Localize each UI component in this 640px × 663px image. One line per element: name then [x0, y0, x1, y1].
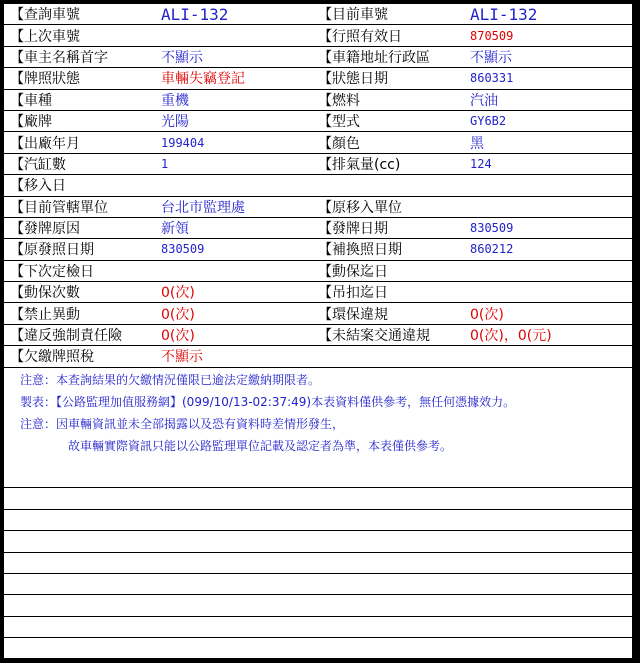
field-label: 【車主名稱首字	[10, 49, 108, 66]
blank-row	[4, 574, 632, 595]
info-row	[4, 346, 632, 367]
field-value: 0(次)	[470, 306, 504, 323]
field-label: 【上次車號	[10, 28, 80, 45]
field-label: 【發牌日期	[318, 221, 388, 238]
blank-row	[4, 638, 632, 659]
info-row	[4, 303, 632, 324]
field-label: 【移入日	[10, 178, 66, 195]
field-label: 【狀態日期	[318, 71, 388, 88]
field-label: 【出廠年月	[10, 135, 80, 152]
note-table-source: 製表：【公路監理加值服務網】(099/10/13-02:37:49)本表資料僅供參考，無任何憑據效力。	[20, 395, 516, 409]
field-value: ALI-132	[470, 4, 538, 24]
field-label: 【發牌原因	[10, 221, 80, 238]
note-arrears-limit: 注意：本查詢結果的欠繳情況僅限已逾法定繳納期限者。	[20, 373, 321, 387]
field-label: 【目前管轄單位	[10, 199, 108, 216]
info-row	[4, 175, 632, 196]
field-value: 124	[470, 156, 492, 171]
info-row	[4, 68, 632, 89]
field-label: 【顏色	[318, 135, 360, 152]
field-label: 【動保次數	[10, 285, 80, 302]
field-value: 不顯示	[161, 349, 203, 366]
info-row	[4, 90, 632, 111]
field-value: 汽油	[470, 92, 498, 109]
field-value: 台北市監理處	[161, 199, 245, 216]
info-row	[4, 154, 632, 175]
field-value: 重機	[161, 92, 189, 109]
info-row	[4, 4, 632, 25]
info-row	[4, 325, 632, 346]
field-label: 【下次定檢日	[10, 263, 94, 280]
field-label: 【汽缸數	[10, 156, 66, 173]
field-value: 0(次)	[161, 285, 195, 302]
info-row	[4, 111, 632, 132]
field-label: 【廠牌	[10, 114, 52, 131]
field-label: 【原移入單位	[318, 199, 402, 216]
vehicle-query-result-sheet	[3, 3, 633, 659]
field-label: 【環保違規	[318, 306, 388, 323]
info-row	[4, 47, 632, 68]
info-row	[4, 282, 632, 303]
blank-row	[4, 510, 632, 531]
note-disclaimer-line2: 故車輛實際資訊只能以公路監理單位記載及認定者為準，本表僅供參考。	[68, 439, 453, 453]
field-value: 黑	[470, 135, 484, 152]
field-label: 【型式	[318, 114, 360, 131]
info-row	[4, 218, 632, 239]
field-value: 870509	[470, 28, 514, 43]
info-row	[4, 261, 632, 282]
field-value: 車輛失竊登記	[161, 71, 245, 88]
info-row	[4, 25, 632, 46]
field-value: 不顯示	[470, 49, 512, 66]
field-value: 0(次)	[161, 306, 195, 323]
field-value: 光陽	[161, 114, 189, 131]
field-label: 【欠繳牌照稅	[10, 349, 94, 366]
blank-row	[4, 617, 632, 638]
field-label: 【排氣量(cc)	[318, 156, 401, 173]
blank-row	[4, 553, 632, 574]
field-value: 不顯示	[161, 49, 203, 66]
blank-row	[4, 488, 632, 509]
field-label: 【違反強制責任險	[10, 328, 122, 345]
field-label: 【查詢車號	[10, 7, 80, 24]
info-row	[4, 239, 632, 260]
field-value: 860212	[470, 242, 514, 257]
field-label: 【補換照日期	[318, 242, 402, 259]
field-label: 【吊扣迄日	[318, 285, 388, 302]
field-label: 【燃料	[318, 92, 360, 109]
field-label: 【禁止異動	[10, 306, 80, 323]
field-value: 860331	[470, 71, 514, 86]
field-label: 【未結案交通違規	[318, 328, 430, 345]
field-value: 新領	[161, 221, 189, 238]
field-label: 【原發照日期	[10, 242, 94, 259]
blank-row	[4, 595, 632, 616]
info-row	[4, 197, 632, 218]
field-label: 【動保迄日	[318, 263, 388, 280]
field-value: ALI-132	[161, 4, 229, 24]
vehicle-info-table	[4, 4, 632, 368]
field-value: 830509	[470, 221, 514, 236]
field-value: 830509	[161, 242, 205, 257]
field-label: 【車籍地址行政區	[318, 49, 430, 66]
note-disclaimer-line1: 注意：因車輛資訊並未全部揭露以及恐有資料時差情形發生，	[20, 417, 345, 431]
field-value: 199404	[161, 135, 205, 150]
field-label: 【目前車號	[318, 7, 388, 24]
field-label: 【牌照狀態	[10, 71, 80, 88]
blank-row	[4, 531, 632, 552]
field-label: 【行照有效日	[318, 28, 402, 45]
field-value: 0(次)，0(元)	[470, 328, 552, 345]
field-value: 0(次)	[161, 328, 195, 345]
info-row	[4, 132, 632, 153]
blank-row	[4, 467, 632, 488]
field-label: 【車種	[10, 92, 52, 109]
field-value: 1	[161, 156, 169, 171]
field-value: GY6B2	[470, 114, 507, 129]
